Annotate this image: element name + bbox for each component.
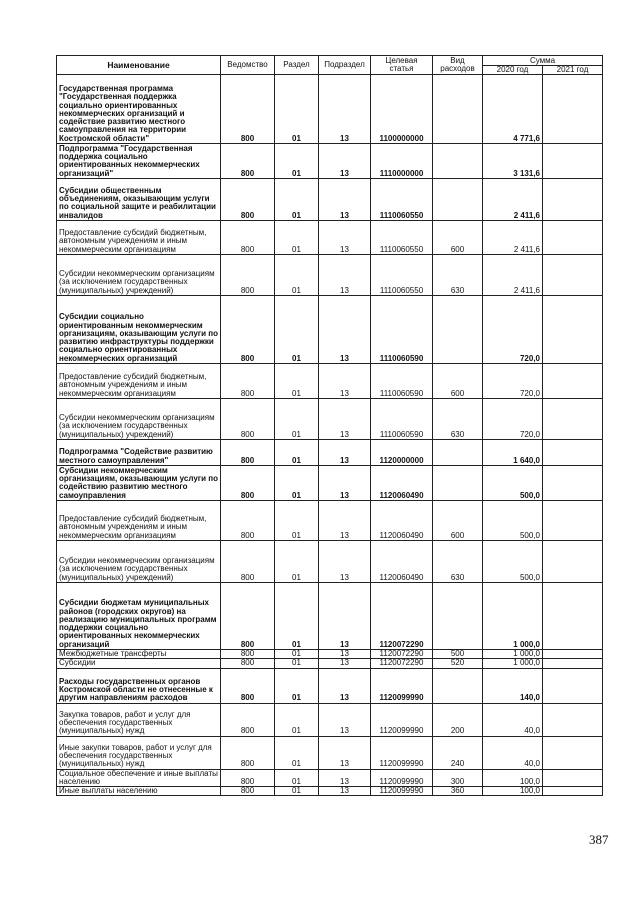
cell-dept: 800 bbox=[221, 501, 275, 541]
cell-target: 1110060590 bbox=[371, 296, 433, 364]
budget-table bbox=[56, 55, 603, 796]
cell-section: 01 bbox=[275, 668, 319, 703]
cell-2021 bbox=[543, 255, 603, 296]
cell-dept: 800 bbox=[221, 466, 275, 501]
cell-target: 1120099990 bbox=[371, 668, 433, 703]
cell-section: 01 bbox=[275, 466, 319, 501]
cell-section: 01 bbox=[275, 703, 319, 736]
cell-section: 01 bbox=[275, 221, 319, 255]
cell-2021 bbox=[543, 364, 603, 399]
cell-dept: 800 bbox=[221, 75, 275, 144]
cell-exp-type: 240 bbox=[433, 736, 483, 769]
cell-target: 1110060550 bbox=[371, 255, 433, 296]
table-row bbox=[57, 296, 603, 364]
cell-subsection: 13 bbox=[319, 75, 371, 144]
cell-name: Подпрограмма "Содействие развитию местного самоуправления" bbox=[57, 440, 221, 466]
cell-name: Закупка товаров, работ и услуг для обеспечения государственных (муниципальных) нужд bbox=[57, 703, 221, 736]
cell-name: Субсидии bbox=[57, 659, 221, 668]
cell-dept: 800 bbox=[221, 399, 275, 440]
cell-dept: 800 bbox=[221, 650, 275, 659]
cell-2020: 2 411,6 bbox=[483, 221, 543, 255]
cell-subsection: 13 bbox=[319, 541, 371, 583]
cell-subsection: 13 bbox=[319, 769, 371, 787]
cell-2020: 100,0 bbox=[483, 769, 543, 787]
cell-subsection: 13 bbox=[319, 787, 371, 796]
table-row bbox=[57, 703, 603, 736]
cell-dept: 800 bbox=[221, 659, 275, 668]
cell-2020: 40,0 bbox=[483, 703, 543, 736]
cell-2020: 720,0 bbox=[483, 296, 543, 364]
cell-subsection: 13 bbox=[319, 583, 371, 650]
cell-exp-type bbox=[433, 440, 483, 466]
cell-target: 1120060490 bbox=[371, 501, 433, 541]
cell-name: Предоставление субсидий бюджетным, автономным учреждениям и иным некоммерческим организациям bbox=[57, 501, 221, 541]
cell-2020: 40,0 bbox=[483, 736, 543, 769]
cell-section: 01 bbox=[275, 399, 319, 440]
cell-dept: 800 bbox=[221, 787, 275, 796]
cell-2021 bbox=[543, 769, 603, 787]
cell-target: 1120072290 bbox=[371, 659, 433, 668]
table-row bbox=[57, 668, 603, 703]
cell-2020: 4 771,6 bbox=[483, 75, 543, 144]
cell-2021 bbox=[543, 787, 603, 796]
table-row bbox=[57, 541, 603, 583]
cell-exp-type bbox=[433, 296, 483, 364]
cell-subsection: 13 bbox=[319, 221, 371, 255]
cell-target: 1120000000 bbox=[371, 440, 433, 466]
header-target: Целевая статья bbox=[371, 56, 433, 75]
table-row bbox=[57, 466, 603, 501]
cell-exp-type: 630 bbox=[433, 255, 483, 296]
cell-2020: 2 411,6 bbox=[483, 179, 543, 221]
cell-name: Субсидии некоммерческим организациям (за исключением государственных (муниципальных) учреждений) bbox=[57, 399, 221, 440]
cell-target: 1110060590 bbox=[371, 364, 433, 399]
cell-dept: 800 bbox=[221, 144, 275, 179]
table-row bbox=[57, 255, 603, 296]
cell-name: Межбюджетные трансферты bbox=[57, 650, 221, 659]
cell-name: Субсидии социально ориентированным некоммерческим организациям, оказывающим услуги по развитию инфраструктуры поддержки социально ориентированных некоммерческих организаций bbox=[57, 296, 221, 364]
table-row bbox=[57, 144, 603, 179]
cell-2020: 500,0 bbox=[483, 541, 543, 583]
cell-name: Расходы государственных органов Костромской области не отнесенные к другим направлениям расходов bbox=[57, 668, 221, 703]
cell-2020: 500,0 bbox=[483, 501, 543, 541]
header-section: Раздел bbox=[275, 56, 319, 75]
cell-exp-type: 200 bbox=[433, 703, 483, 736]
cell-dept: 800 bbox=[221, 736, 275, 769]
cell-exp-type: 520 bbox=[433, 659, 483, 668]
cell-target: 1120099990 bbox=[371, 736, 433, 769]
cell-2021 bbox=[543, 736, 603, 769]
cell-2021 bbox=[543, 668, 603, 703]
cell-2020: 1 000,0 bbox=[483, 583, 543, 650]
header-2021: 2021 год bbox=[543, 66, 603, 75]
cell-section: 01 bbox=[275, 255, 319, 296]
header-2020: 2020 год bbox=[483, 66, 543, 75]
cell-name: Подпрограмма "Государственная поддержка социально ориентированных некоммерческих организаций" bbox=[57, 144, 221, 179]
cell-exp-type: 630 bbox=[433, 541, 483, 583]
cell-target: 1120060490 bbox=[371, 541, 433, 583]
cell-target: 1110060550 bbox=[371, 221, 433, 255]
cell-name: Государственная программа "Государственная поддержка социально ориентированных некоммерческих организаций и содействие развитию местного самоуправления на территории Костромской области" bbox=[57, 75, 221, 144]
cell-subsection: 13 bbox=[319, 364, 371, 399]
cell-exp-type bbox=[433, 583, 483, 650]
cell-2021 bbox=[543, 221, 603, 255]
cell-target: 1110060590 bbox=[371, 399, 433, 440]
cell-2021 bbox=[543, 399, 603, 440]
cell-subsection: 13 bbox=[319, 650, 371, 659]
cell-2020: 100,0 bbox=[483, 787, 543, 796]
cell-section: 01 bbox=[275, 75, 319, 144]
table-row bbox=[57, 769, 603, 787]
cell-section: 01 bbox=[275, 364, 319, 399]
cell-target: 1120099990 bbox=[371, 703, 433, 736]
cell-dept: 800 bbox=[221, 703, 275, 736]
cell-target: 1110060550 bbox=[371, 179, 433, 221]
cell-name: Социальное обеспечение и иные выплаты населению bbox=[57, 769, 221, 787]
cell-target: 1120072290 bbox=[371, 650, 433, 659]
cell-dept: 800 bbox=[221, 255, 275, 296]
cell-subsection: 13 bbox=[319, 703, 371, 736]
table-row bbox=[57, 501, 603, 541]
cell-2021 bbox=[543, 440, 603, 466]
cell-section: 01 bbox=[275, 583, 319, 650]
cell-dept: 800 bbox=[221, 769, 275, 787]
cell-exp-type: 600 bbox=[433, 501, 483, 541]
cell-section: 01 bbox=[275, 541, 319, 583]
table-row bbox=[57, 583, 603, 650]
cell-2021 bbox=[543, 659, 603, 668]
cell-subsection: 13 bbox=[319, 501, 371, 541]
cell-subsection: 13 bbox=[319, 144, 371, 179]
header-exp-type: Вид расходов bbox=[433, 56, 483, 75]
cell-dept: 800 bbox=[221, 541, 275, 583]
cell-section: 01 bbox=[275, 296, 319, 364]
cell-2021 bbox=[543, 501, 603, 541]
cell-target: 1110000000 bbox=[371, 144, 433, 179]
cell-section: 01 bbox=[275, 144, 319, 179]
cell-2020: 1 640,0 bbox=[483, 440, 543, 466]
cell-dept: 800 bbox=[221, 179, 275, 221]
cell-2020: 2 411,6 bbox=[483, 255, 543, 296]
cell-section: 01 bbox=[275, 179, 319, 221]
cell-section: 01 bbox=[275, 650, 319, 659]
cell-exp-type: 600 bbox=[433, 364, 483, 399]
cell-2020: 140,0 bbox=[483, 668, 543, 703]
cell-name: Субсидии некоммерческим организациям (за исключением государственных (муниципальных) учреждений) bbox=[57, 541, 221, 583]
cell-2021 bbox=[543, 650, 603, 659]
cell-2021 bbox=[543, 583, 603, 650]
cell-2021 bbox=[543, 144, 603, 179]
cell-2020: 720,0 bbox=[483, 399, 543, 440]
cell-target: 1100000000 bbox=[371, 75, 433, 144]
cell-2021 bbox=[543, 296, 603, 364]
cell-exp-type: 300 bbox=[433, 769, 483, 787]
cell-subsection: 13 bbox=[319, 736, 371, 769]
cell-section: 01 bbox=[275, 659, 319, 668]
cell-2021 bbox=[543, 466, 603, 501]
cell-name: Субсидии общественным объединениям, оказывающим услуги по социальной защите и реабилитации инвалидов bbox=[57, 179, 221, 221]
cell-exp-type bbox=[433, 144, 483, 179]
cell-dept: 800 bbox=[221, 364, 275, 399]
table-row bbox=[57, 364, 603, 399]
cell-name: Иные закупки товаров, работ и услуг для обеспечения государственных (муниципальных) нужд bbox=[57, 736, 221, 769]
table-row bbox=[57, 221, 603, 255]
cell-exp-type: 360 bbox=[433, 787, 483, 796]
cell-subsection: 13 bbox=[319, 255, 371, 296]
table-row bbox=[57, 75, 603, 144]
cell-section: 01 bbox=[275, 736, 319, 769]
cell-target: 1120099990 bbox=[371, 769, 433, 787]
cell-name: Предоставление субсидий бюджетным, автономным учреждениям и иным некоммерческим организациям bbox=[57, 221, 221, 255]
table-row bbox=[57, 787, 603, 796]
cell-2021 bbox=[543, 703, 603, 736]
table-row bbox=[57, 179, 603, 221]
cell-target: 1120099990 bbox=[371, 787, 433, 796]
table-row bbox=[57, 440, 603, 466]
header-sum: Сумма bbox=[483, 56, 603, 66]
cell-section: 01 bbox=[275, 501, 319, 541]
cell-exp-type bbox=[433, 75, 483, 144]
cell-subsection: 13 bbox=[319, 466, 371, 501]
cell-name: Субсидии бюджетам муниципальных районов (городских округов) на реализацию муниципальных программ поддержки социально ориентированных некоммерческих организаций bbox=[57, 583, 221, 650]
cell-name: Субсидии некоммерческим организациям (за исключением государственных (муниципальных) учреждений) bbox=[57, 255, 221, 296]
cell-subsection: 13 bbox=[319, 179, 371, 221]
cell-2020: 1 000,0 bbox=[483, 659, 543, 668]
cell-exp-type: 600 bbox=[433, 221, 483, 255]
cell-section: 01 bbox=[275, 787, 319, 796]
cell-target: 1120060490 bbox=[371, 466, 433, 501]
cell-dept: 800 bbox=[221, 583, 275, 650]
cell-2021 bbox=[543, 541, 603, 583]
cell-section: 01 bbox=[275, 769, 319, 787]
cell-2020: 500,0 bbox=[483, 466, 543, 501]
cell-target: 1120072290 bbox=[371, 583, 433, 650]
cell-subsection: 13 bbox=[319, 659, 371, 668]
cell-exp-type: 630 bbox=[433, 399, 483, 440]
cell-exp-type bbox=[433, 466, 483, 501]
cell-exp-type bbox=[433, 668, 483, 703]
table-body bbox=[57, 75, 603, 796]
cell-name: Предоставление субсидий бюджетным, автономным учреждениям и иным некоммерческим организациям bbox=[57, 364, 221, 399]
cell-exp-type bbox=[433, 179, 483, 221]
table-header bbox=[57, 56, 603, 75]
page-number: 387 bbox=[589, 832, 609, 847]
cell-2020: 3 131,6 bbox=[483, 144, 543, 179]
header-dept: Ведомство bbox=[221, 56, 275, 75]
cell-subsection: 13 bbox=[319, 440, 371, 466]
cell-2020: 1 000,0 bbox=[483, 650, 543, 659]
cell-2020: 720,0 bbox=[483, 364, 543, 399]
cell-name: Субсидии некоммерческим организациям, оказывающим услуги по содействию развитию местного самоуправления bbox=[57, 466, 221, 501]
cell-2021 bbox=[543, 75, 603, 144]
table-row bbox=[57, 736, 603, 769]
table-row bbox=[57, 399, 603, 440]
header-subsection: Подраздел bbox=[319, 56, 371, 75]
cell-2021 bbox=[543, 179, 603, 221]
cell-dept: 800 bbox=[221, 296, 275, 364]
cell-dept: 800 bbox=[221, 221, 275, 255]
cell-subsection: 13 bbox=[319, 296, 371, 364]
table-row bbox=[57, 659, 603, 668]
cell-dept: 800 bbox=[221, 440, 275, 466]
cell-subsection: 13 bbox=[319, 668, 371, 703]
cell-dept: 800 bbox=[221, 668, 275, 703]
cell-subsection: 13 bbox=[319, 399, 371, 440]
cell-section: 01 bbox=[275, 440, 319, 466]
header-name: Наименование bbox=[57, 56, 221, 75]
cell-name: Иные выплаты населению bbox=[57, 787, 221, 796]
cell-exp-type: 500 bbox=[433, 650, 483, 659]
